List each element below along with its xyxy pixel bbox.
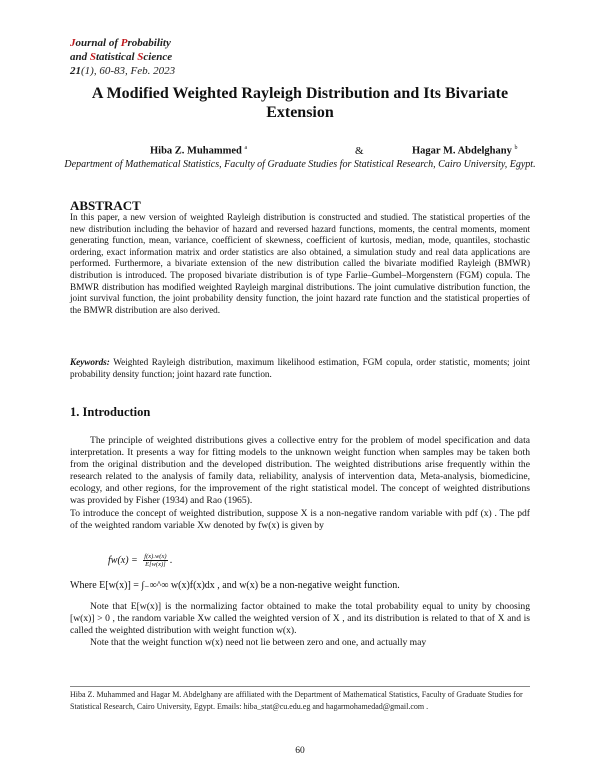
abstract-text: In this paper, a new version of weighted Rayleigh distribution is constructed and studied. The statistical properties of the new distribution including the behavior of hazard and reversed hazard functions, moments, the central moments, moment generating function, mean, variance, coefficient of skewness, coefficient of kurtosis, median, mode, quantiles, stochastic ordering, exact information matrix and order statistics are also obtained, a simulation study and real data applications are performed. Furthermore, a bivariate extension of the new distribution called the bivariate modified Rayleigh (BMWR) distribution is introduced. The proposed bivariate distribution is of type Farlie–Gumbel–Morgenstern (FGM) copula. The BMWR distribution has modified weighted Rayleigh marginal distributions. The joint cumulative distribution function, the joint survival function, the joint probability density function, the joint hazard rate function and the statistical properties of the BMWR distribution are also derived.: [70, 212, 530, 315]
author-1: Hiba Z. Muhammed $^a$: [150, 145, 248, 157]
intro-body-top: [70, 435, 530, 532]
paper-title: A Modified Weighted Rayleigh Distribution and Its Bivariate Extension: [91, 85, 509, 121]
journal-header: [70, 36, 175, 78]
page-number: 60: [295, 746, 305, 756]
keywords-label: Keywords:: [70, 357, 110, 367]
journal-name-line1: Journal of Probability: [70, 37, 171, 49]
footnote: Hiba Z. Muhammed and Hagar M. Abdelghany are affiliated with the Department of Mathematical Statistics, Faculty of Graduate Studies for Statistical Research, Cairo University, Egypt. Emails: hiba_stat@cu.edu.eg and hagarmohamedad@gmail.com .: [70, 690, 523, 711]
author-2: Hagar M. Abdelghany $^b$: [412, 145, 518, 157]
footnote-divider: [70, 686, 530, 687]
intro-paragraph-4: Note that the weight function w(x) need not lie between zero and one, and actually may: [90, 637, 427, 649]
keywords: [70, 357, 530, 380]
keywords-text: Weighted Rayleigh distribution, maximum likelihood estimation, FGM copula, order statistic, moments; joint probability density function; joint hazard rate function.: [70, 357, 530, 379]
journal-name-line2: and Statistical Science: [70, 51, 173, 63]
intro-paragraph-2: To introduce the concept of weighted distribution, suppose X is a non-negative random variable with pdf (x) . The pdf of the weighted random variable Xw denoted by fw(x) is given by: [70, 507, 530, 531]
abstract-heading: ABSTRACT: [70, 198, 141, 213]
formula-denominator: E[w(x)]: [145, 561, 166, 568]
journal-citation: 21(1), 60-83, Feb. 2023: [70, 65, 176, 77]
affiliation: Department of Mathematical Statistics, Faculty of Graduate Studies for Statistical Research, Cairo University, Egypt.: [64, 159, 536, 170]
intro-body-bottom: [70, 601, 530, 649]
formula-lhs: fw(x) =: [108, 554, 138, 566]
formula-fraction: [143, 553, 167, 568]
intro-paragraph-3: Note that E[w(x)] is the normalizing factor obtained to make the total probability equal to unity by choosing [w(x)] > 0 , the random variable Xw called the weighted version of X , and its distribution is related to that of X and is called the weighted distribution with weight function w(x).: [70, 601, 530, 637]
expectation-definition: Where E[w(x)] = ∫₋∞^∞ w(x)f(x)dx , and w(x) be a non-negative weight function.: [70, 580, 400, 591]
formula-numerator: f(x).w(x): [144, 553, 167, 560]
author-separator: &: [355, 145, 364, 157]
intro-paragraph-1: The principle of weighted distributions gives a collective entry for the problem of model specification and data interpretation. It presents a way for fitting models to the unknown weight function when samples may be taken both from the original distribution and the developed distribution. The weighted distributions arise frequently within the research related to the analysis of family data, reliability, analysis of intervention data, Meta-analysis, biomedicine, ecology, and other regions, for the improvement of the right statistical model. The concept of weighted distributions was provided by Fisher (1934) and Rao (1965).: [70, 435, 530, 507]
section-heading-introduction: 1. Introduction: [70, 405, 151, 419]
weighted-pdf-formula: fw(x) = $\frac{f(x).w(x)}{E[w(x)]}$ .: [108, 553, 173, 568]
